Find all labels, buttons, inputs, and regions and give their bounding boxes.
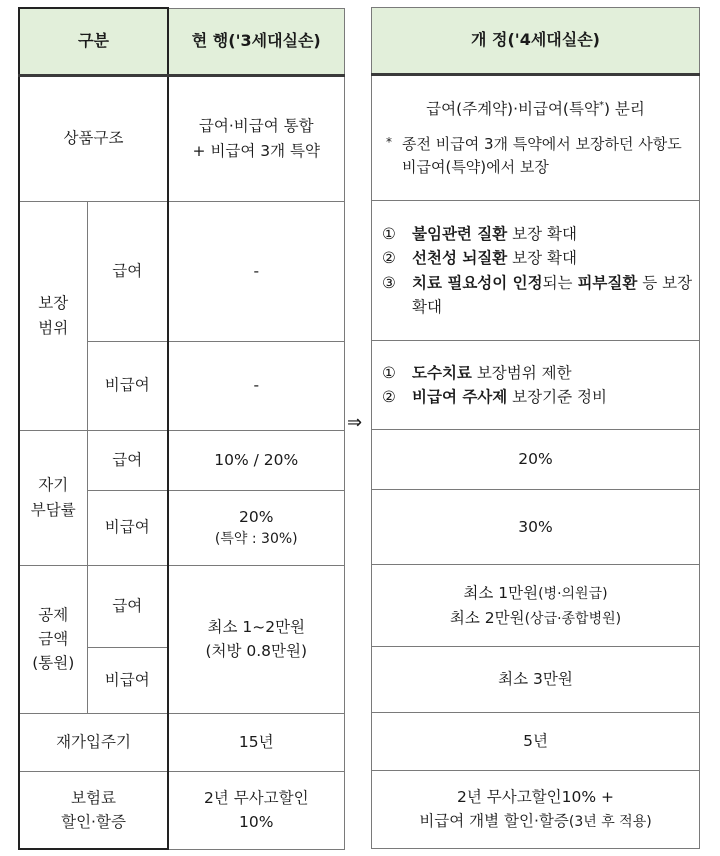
current-deductible: 최소 1~2만원 (처방 0.8만원): [168, 565, 344, 713]
list-item: ② 선천성 뇌질환 보장 확대: [382, 249, 577, 268]
header-current: 현 행('3세대실손): [168, 8, 344, 75]
revised-coverage-covered: [372, 201, 700, 341]
header-revised: 개 정('4세대실손): [372, 8, 700, 75]
revised-premium: 2년 무사고할인10% + 비급여 개별 할인·할증(3년 후 적용): [372, 771, 700, 849]
revised-structure: 급여(주계약)·비급여(특약*) 분리 * 종전 비급여 3개 특약에서 보장하던 사항도 비급여(특약)에서 보장: [372, 75, 700, 201]
label-copay-noncovered: 비급여: [87, 490, 168, 565]
current-renewal: 15년: [168, 713, 344, 771]
label-deductible-noncovered: 비급여: [87, 647, 168, 713]
revised-copay-noncovered: 30%: [372, 490, 700, 565]
label-structure: 상품구조: [19, 75, 168, 201]
label-copay-covered: 급여: [87, 430, 168, 490]
label-deductible: 공제 금액 (통원): [19, 565, 87, 713]
revised-coverage-noncovered: [372, 341, 700, 430]
list-item: ① 불임관련 질환 보장 확대: [382, 225, 577, 244]
label-renewal: 재가입주기: [19, 713, 168, 771]
label-copay: 자기 부담률: [19, 430, 87, 565]
current-coverage-noncovered: -: [168, 341, 344, 430]
label-coverage: 보장 범위: [19, 201, 87, 430]
list-item: ② 비급여 주사제 보장기준 정비: [382, 388, 607, 406]
current-copay-covered: 10% / 20%: [168, 430, 344, 490]
revised-copay-covered: 20%: [372, 430, 700, 490]
label-premium: 보험료 할인·할증: [19, 771, 168, 849]
list-item: ③ 치료 필요성이 인정되는 피부질환 등 보장 확대: [382, 273, 693, 316]
current-copay-noncovered: 20% (특약 : 30%): [168, 490, 344, 565]
revised-deductible-covered: 최소 1만원(병·의원급) 최소 2만원(상급·종합병원): [372, 565, 700, 647]
header-category: 구분: [19, 8, 168, 75]
current-premium: 2년 무사고할인 10%: [168, 771, 344, 849]
revised-deductible-noncovered: 최소 3만원: [372, 647, 700, 713]
list-item: ① 도수치료 보장범위 제한: [382, 363, 572, 382]
current-structure: 급여·비급여 통합 + 비급여 3개 특약: [168, 75, 344, 201]
label-coverage-noncovered: 비급여: [87, 341, 168, 430]
revised-table: [371, 7, 700, 849]
label-deductible-covered: 급여: [87, 565, 168, 647]
current-table: [18, 7, 345, 850]
label-coverage-covered: 급여: [87, 201, 168, 341]
revised-renewal: 5년: [372, 713, 700, 771]
arrow-icon: ⇒: [347, 412, 363, 433]
current-coverage-covered: -: [168, 201, 344, 341]
